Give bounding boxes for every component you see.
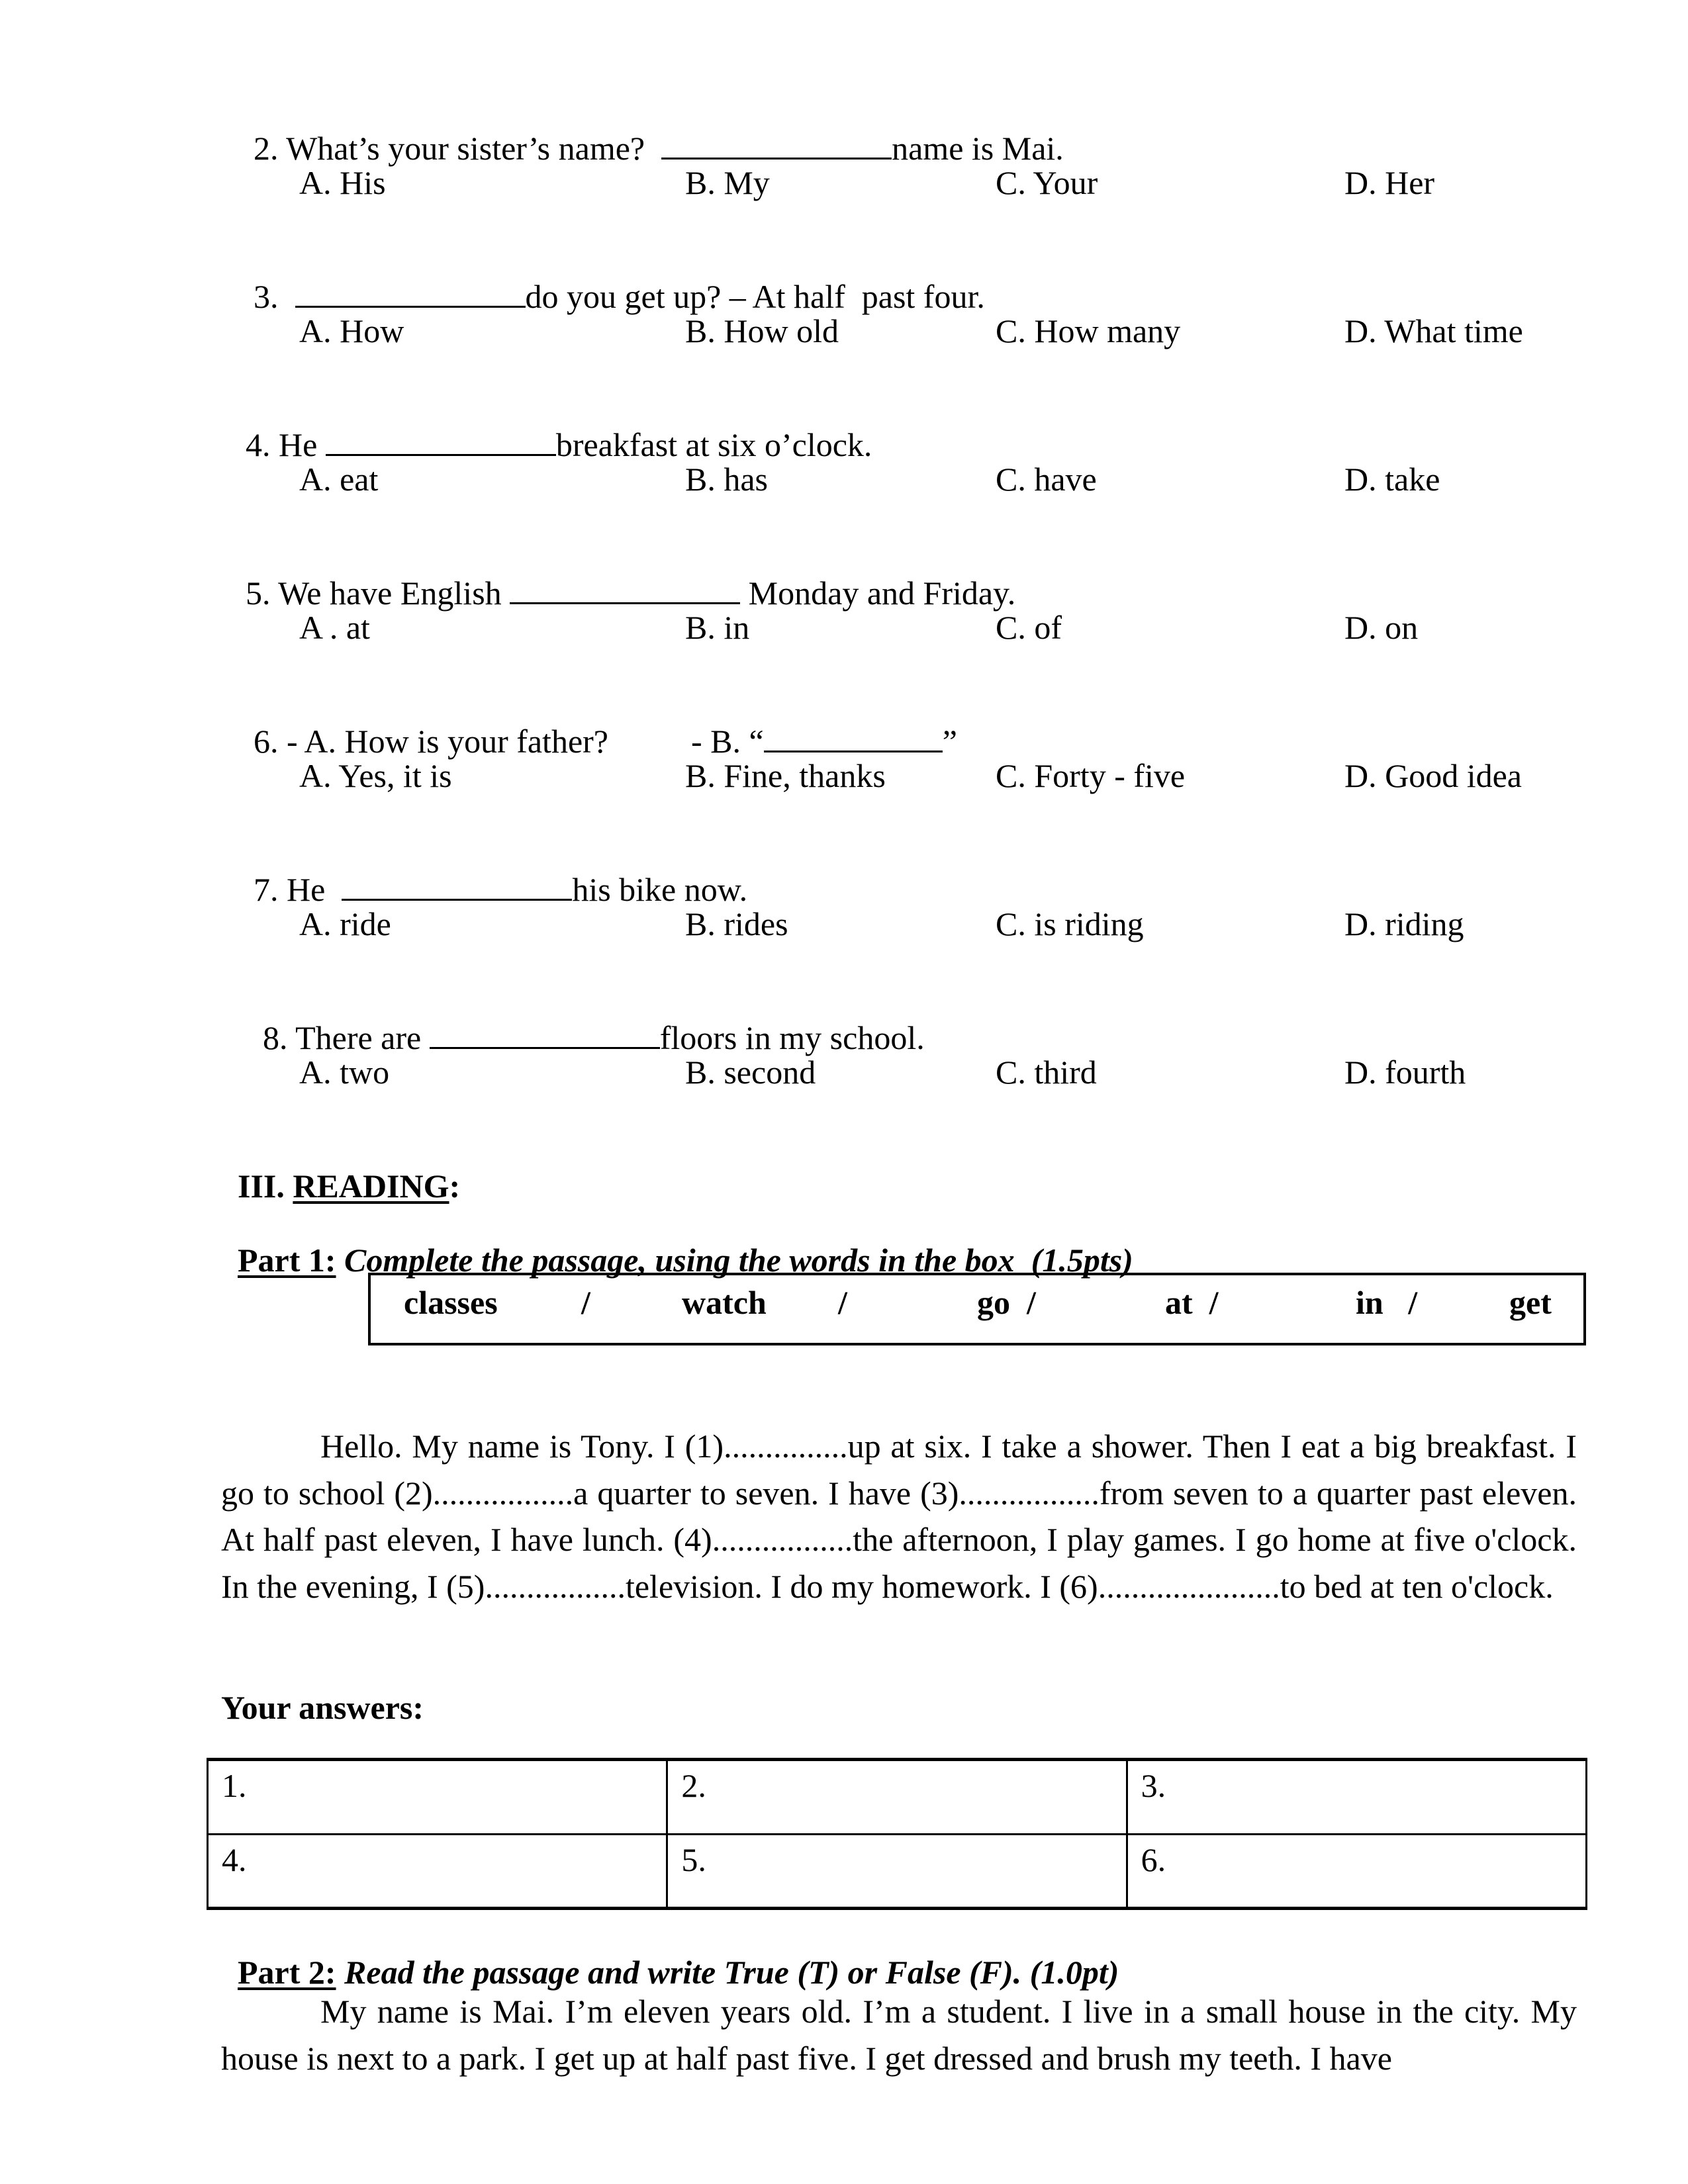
section-heading-reading (221, 1126, 460, 1206)
section-colon: : (449, 1167, 461, 1205)
part1-instruction: Complete the passage, using the words in the box (1.5pts) (344, 1242, 1133, 1279)
question-7 (237, 830, 747, 909)
option-d[interactable]: D. riding (1344, 905, 1464, 942)
part2-heading (221, 1913, 1119, 1992)
question-text: his bike now. (572, 871, 748, 908)
question-3 (237, 237, 985, 316)
question-5 (229, 533, 1015, 613)
answer-blank[interactable] (510, 573, 740, 604)
question-number: 7. (254, 871, 279, 908)
option-b[interactable]: B. How old (685, 312, 839, 349)
question-6 (237, 682, 957, 761)
question-text: do you get up? – At half past four. (525, 278, 985, 315)
answer-cell-5[interactable]: 5. (667, 1834, 1127, 1909)
answer-blank[interactable] (661, 128, 892, 159)
question-text: Monday and Friday. (748, 574, 1016, 612)
option-a[interactable]: A . at (299, 609, 370, 646)
question-text: ” (942, 723, 957, 760)
question-number: 8. (263, 1019, 288, 1056)
word-box-item: get (1509, 1284, 1552, 1321)
question-2 (237, 89, 1064, 168)
option-c[interactable]: C. third (996, 1054, 1097, 1091)
option-b[interactable]: B. second (685, 1054, 816, 1091)
option-b[interactable]: B. rides (685, 905, 788, 942)
option-d[interactable]: D. Her (1344, 164, 1435, 201)
word-box-separator: / (838, 1284, 847, 1321)
word-box-item: at / (1165, 1284, 1219, 1321)
option-a[interactable]: A. How (299, 312, 404, 349)
question-number: 2. (254, 130, 279, 167)
option-d[interactable]: D. on (1344, 609, 1419, 646)
reading-passage-1 (221, 1423, 1577, 1610)
question-text: floors in my school. (659, 1019, 925, 1056)
option-b[interactable]: B. My (685, 164, 770, 201)
option-b[interactable]: B. Fine, thanks (685, 757, 886, 794)
option-a[interactable]: A. eat (299, 461, 379, 498)
question-text: There are (295, 1019, 422, 1056)
answer-cell-4[interactable]: 4. (208, 1834, 667, 1909)
question-text: - B. “ (691, 723, 764, 760)
option-a[interactable]: A. Yes, it is (299, 757, 452, 794)
question-text: We have English (278, 574, 502, 612)
section-title: READING (293, 1167, 449, 1205)
option-c[interactable]: C. How many (996, 312, 1181, 349)
answers-label: Your answers: (221, 1689, 424, 1726)
answer-blank[interactable] (326, 425, 556, 456)
word-box-item: go / (977, 1284, 1036, 1321)
answer-blank[interactable] (295, 277, 526, 308)
part2-instruction: Read the passage and write True (T) or False (F). (1.0pt) (344, 1954, 1119, 1991)
answer-cell-1[interactable]: 1. (208, 1760, 667, 1835)
answer-cell-2[interactable]: 2. (667, 1760, 1127, 1835)
question-text: He (287, 871, 326, 908)
reading-passage-2 (221, 1988, 1577, 2081)
option-d[interactable]: D. Good idea (1344, 757, 1522, 794)
answers-table (207, 1758, 1587, 1910)
question-text: name is Mai. (892, 130, 1064, 167)
question-text: He (279, 426, 318, 463)
word-box (368, 1273, 1586, 1345)
option-c[interactable]: C. of (996, 609, 1062, 646)
part1-heading (221, 1201, 1133, 1280)
question-number: 4. (246, 426, 271, 463)
part1-label: Part 1: (238, 1242, 336, 1279)
option-c[interactable]: C. Your (996, 164, 1098, 201)
option-a[interactable]: A. His (299, 164, 386, 201)
question-text: What’s your sister’s name? (286, 130, 645, 167)
option-b[interactable]: B. has (685, 461, 768, 498)
answer-cell-3[interactable]: 3. (1127, 1760, 1586, 1835)
answer-cell-6[interactable]: 6. (1127, 1834, 1586, 1909)
option-a[interactable]: A. ride (299, 905, 391, 942)
word-box-separator: / (581, 1284, 590, 1321)
option-c[interactable]: C. is riding (996, 905, 1144, 942)
question-number: 6. (254, 723, 279, 760)
answer-blank[interactable] (430, 1018, 660, 1049)
option-c[interactable]: C. have (996, 461, 1097, 498)
word-box-item: watch (682, 1284, 767, 1321)
option-a[interactable]: A. two (299, 1054, 390, 1091)
answer-blank[interactable] (342, 870, 572, 901)
option-d[interactable]: D. fourth (1344, 1054, 1466, 1091)
part2-label: Part 2: (238, 1954, 336, 1991)
passage-text: Hello. My name is Tony. I (1)...............up at six. I take a shower. Then I eat a big breakfast. I go to school (2).................a quarter to seven. I have (3).................from seven to a quarter past eleven. At half past eleven, I have lunch. (4).................the afternoon, I play games. I go home at five o'clock. In the evening, I (5).................television. I do my homework. I (6)......................to bed at ten o'clock. (221, 1428, 1577, 1605)
word-box-item: in / (1356, 1284, 1418, 1321)
option-d[interactable]: D. What time (1344, 312, 1523, 349)
option-c[interactable]: C. Forty - five (996, 757, 1186, 794)
question-number: 3. (254, 278, 279, 315)
section-number: III. (238, 1167, 285, 1205)
question-number: 5. (246, 574, 271, 612)
word-box-item: classes (404, 1284, 498, 1321)
passage-text: My name is Mai. I’m eleven years old. I’m a student. I live in a small house in the city. My house is next to a park. I get up at half past five. I get dressed and brush my teeth. I have (221, 1993, 1577, 2077)
option-d[interactable]: D. take (1344, 461, 1440, 498)
option-b[interactable]: B. in (685, 609, 750, 646)
question-text: breakfast at six o’clock. (555, 426, 872, 463)
answer-blank[interactable] (764, 721, 943, 752)
question-text: - A. How is your father? (287, 723, 608, 760)
question-8 (246, 978, 925, 1058)
question-4 (229, 385, 872, 465)
